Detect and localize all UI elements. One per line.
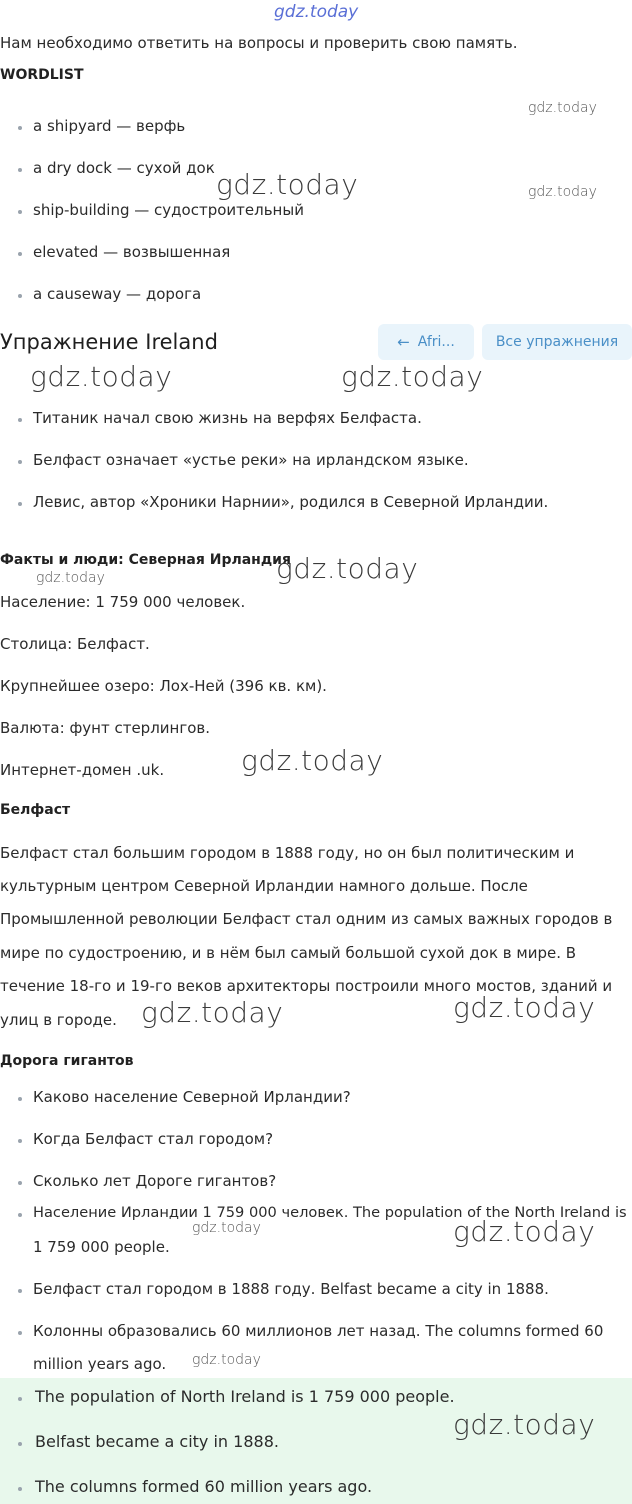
- watermark: gdz.today: [192, 1220, 261, 1236]
- list-item: Сколько лет Дороге гигантов?: [33, 1172, 277, 1190]
- bullet-icon: [18, 126, 22, 130]
- list-item: ship-building — судостроительный: [33, 201, 304, 219]
- paragraph-line: улиц в городе.: [0, 1011, 117, 1029]
- list-item: Левис, автор «Хроники Нарнии», родился в Северной Ирландии.: [33, 493, 549, 511]
- list-item: a shipyard — верфь: [33, 117, 186, 135]
- list-item: Белфаст стал городом в 1888 году. Belfast became a city in 1888.: [33, 1280, 549, 1298]
- paragraph-line: мире по судостроению, и в нём был самый большой сухой док в мире. В: [0, 944, 577, 962]
- list-item: Белфаст означает «устье реки» на ирландском языке.: [33, 451, 469, 469]
- watermark: gdz.today: [216, 168, 359, 201]
- list-item: The columns formed 60 million years ago.: [35, 1477, 373, 1496]
- fact-line: Интернет-домен .uk.: [0, 761, 165, 779]
- bullet-icon: [18, 1289, 22, 1293]
- bullet-icon: [18, 1097, 22, 1101]
- bullet-icon: [18, 1487, 22, 1491]
- bullet-icon: [18, 1331, 22, 1335]
- watermark: gdz.today: [453, 991, 596, 1024]
- fact-line: Столица: Белфаст.: [0, 635, 150, 653]
- list-item: Титаник начал свою жизнь на верфях Белфаста.: [33, 409, 422, 427]
- facts-people-title: Факты и люди: Северная Ирландия: [0, 552, 291, 568]
- watermark: gdz.today: [276, 552, 419, 585]
- bullet-icon: [18, 1213, 22, 1217]
- watermark: gdz.today: [453, 1408, 596, 1441]
- watermark: gdz.today: [141, 996, 284, 1029]
- watermark: gdz.today: [528, 100, 597, 116]
- all-exercises-button[interactable]: Все упражнения: [482, 324, 632, 360]
- arrow-left-icon: ←: [397, 333, 410, 351]
- list-item: Когда Белфаст стал городом?: [33, 1130, 274, 1148]
- list-item: Колонны образовались 60 миллионов лет назад. The columns formed 60: [33, 1322, 604, 1340]
- bullet-icon: [18, 1397, 22, 1401]
- bullet-icon: [18, 460, 22, 464]
- prev-exercise-label: Afri...: [417, 334, 455, 350]
- bullet-icon: [18, 1181, 22, 1185]
- belfast-title: Белфаст: [0, 802, 71, 818]
- list-item: a dry dock — сухой док: [33, 159, 215, 177]
- paragraph-line: культурным центром Северной Ирландии намного дольше. После: [0, 877, 528, 895]
- paragraph-line: Белфаст стал большим городом в 1888 году, но он был политическим и: [0, 844, 575, 862]
- causeway-title: Дорога гигантов: [0, 1053, 134, 1069]
- watermark: gdz.today: [341, 360, 484, 393]
- bullet-icon: [18, 1442, 22, 1446]
- fact-line: Валюта: фунт стерлингов.: [0, 719, 211, 737]
- list-item: The population of North Ireland is 1 759 000 people.: [35, 1387, 455, 1406]
- list-item: Каково население Северной Ирландии?: [33, 1088, 351, 1106]
- watermark: gdz.today: [241, 744, 384, 777]
- watermark: gdz.today: [36, 570, 105, 586]
- watermark: gdz.today: [528, 184, 597, 200]
- paragraph-line: течение 18-го и 19-го веков архитекторы построили много мостов, зданий и: [0, 977, 613, 995]
- list-item: a causeway — дорога: [33, 285, 202, 303]
- watermark: gdz.today: [30, 360, 173, 393]
- bullet-icon: [18, 502, 22, 506]
- watermark: gdz.today: [192, 1352, 261, 1368]
- bullet-icon: [18, 252, 22, 256]
- list-item: Население Ирландии 1 759 000 человек. The population of the North Ireland is: [33, 1204, 627, 1221]
- watermark-top: gdz.today: [274, 2, 359, 22]
- list-item-continued: 1 759 000 people.: [33, 1238, 170, 1256]
- fact-line: Население: 1 759 000 человек.: [0, 593, 246, 611]
- intro-text: Нам необходимо ответить на вопросы и проверить свою память.: [0, 34, 518, 52]
- watermark: gdz.today: [453, 1215, 596, 1248]
- bullet-icon: [18, 210, 22, 214]
- bullet-icon: [18, 168, 22, 172]
- bullet-icon: [18, 1139, 22, 1143]
- list-item: Belfast became a city in 1888.: [35, 1432, 279, 1451]
- fact-line: Крупнейшее озеро: Лох-Ней (396 кв. км).: [0, 677, 327, 695]
- bullet-icon: [18, 418, 22, 422]
- list-item-continued: million years ago.: [33, 1355, 167, 1373]
- wordlist-title: WORDLIST: [0, 67, 84, 83]
- list-item: elevated — возвышенная: [33, 243, 231, 261]
- paragraph-line: Промышленной революции Белфаст стал одним из самых важных городов в: [0, 910, 613, 928]
- bullet-icon: [18, 294, 22, 298]
- prev-exercise-button[interactable]: [378, 324, 474, 360]
- exercise-title: Упражнение Ireland: [0, 330, 218, 354]
